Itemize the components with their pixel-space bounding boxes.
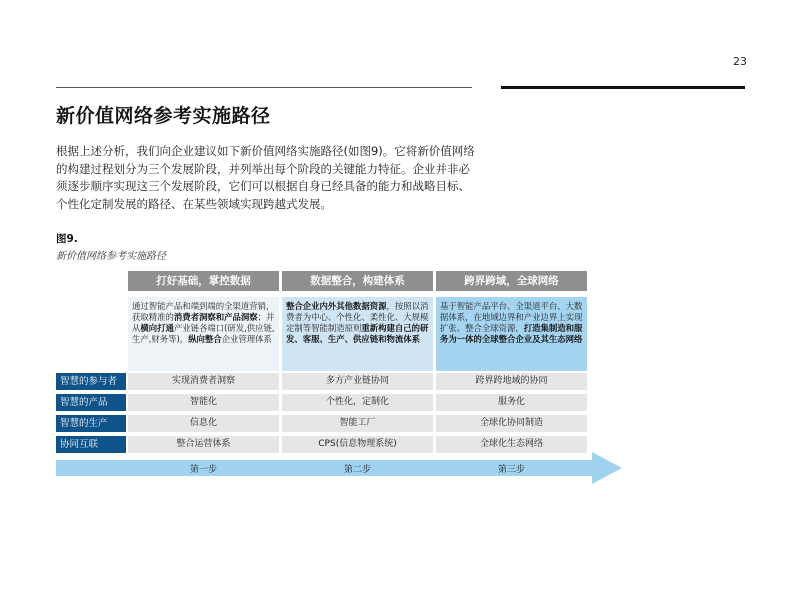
row-label-participants: 智慧的参与者 (56, 373, 126, 390)
cell-production-3: 全球化协同制造 (436, 415, 587, 432)
description-emphasis: 纵向整合 (188, 334, 222, 344)
phase-header-3: 跨界跨域，全球网络 (436, 271, 587, 291)
description-emphasis: 重新构建自己的研发、客服、生产、供应链和物流体系 (286, 323, 429, 344)
row-label-production: 智慧的生产 (56, 415, 126, 432)
cell-production-1: 信息化 (128, 415, 279, 432)
phase-description-3 (436, 297, 587, 371)
description-text: ，按照以消费者为中心、个性化、柔性化、大规模定制等智能制造原则 (286, 301, 429, 333)
step-1-label: 第一步 (189, 465, 217, 475)
figure-label: 图9. (56, 233, 78, 245)
cell-participants-1: 实现消费者洞察 (128, 373, 279, 390)
phase-description-2 (282, 297, 433, 371)
page-number: 23 (733, 55, 747, 68)
description-text: ；并从 (132, 312, 275, 333)
description-text: 基于智能产品平台、全渠道平台、大数据体系，在地域边界和产业边界上实现扩张、整合全球资源， (440, 301, 583, 333)
description-emphasis: 整合企业内外其他数据资源 (286, 301, 387, 311)
cell-interconnection-2: CPS(信息物理系统) (282, 436, 433, 453)
header-rule-left (56, 87, 472, 88)
phase-description-1 (128, 297, 279, 371)
description-text: 通过智能产品和端到端的全渠道营销，获取精准的 (132, 301, 275, 322)
cell-products-2: 个性化，定制化 (282, 394, 433, 411)
cell-interconnection-3: 全球化生态网络 (436, 436, 587, 453)
header-rule-right (501, 86, 745, 89)
row-label-interconnection: 协同互联 (56, 436, 126, 453)
cell-participants-3: 跨界跨地域的协同 (436, 373, 587, 390)
description-text: 产业链各端口(研发,供应链,生产,财务等)， (132, 323, 275, 344)
body-paragraph: 根据上述分析，我们向企业建议如下新价值网络实施路径(如图9)。它将新价值网络的构建过程划分为三个发展阶段，并列举出每个阶段的关键能力特征。企业并非必须逐步顺序实现这三个发展阶段，它们可以根据自身已经具备的能力和战略目标、个性化定制发展的路径、在某些领域实现跨越式发展。 (56, 144, 475, 211)
description-text: 企业管理体系 (221, 334, 272, 344)
page-title: 新价值网络参考实施路径 (56, 105, 271, 127)
step-3-label: 第三步 (497, 465, 525, 475)
description-emphasis: 横向打通 (140, 323, 174, 333)
cell-products-3: 服务化 (436, 394, 587, 411)
phase-header-1: 打好基础，掌控数据 (128, 271, 279, 291)
description-emphasis: 消费者洞察和产品洞察 (173, 312, 258, 322)
cell-participants-2: 多方产业链协同 (282, 373, 433, 390)
row-label-products: 智慧的产品 (56, 394, 126, 411)
cell-production-2: 智能工厂 (282, 415, 433, 432)
cell-interconnection-1: 整合运营体系 (128, 436, 279, 453)
figure-caption: 新价值网络参考实施路径 (56, 251, 166, 262)
cell-products-1: 智能化 (128, 394, 279, 411)
description-emphasis: 打造集制造和服务为一体的全球整合企业及其生态网络 (440, 323, 583, 344)
step-2-label: 第二步 (343, 465, 371, 475)
phase-header-2: 数据整合，构建体系 (282, 271, 433, 291)
